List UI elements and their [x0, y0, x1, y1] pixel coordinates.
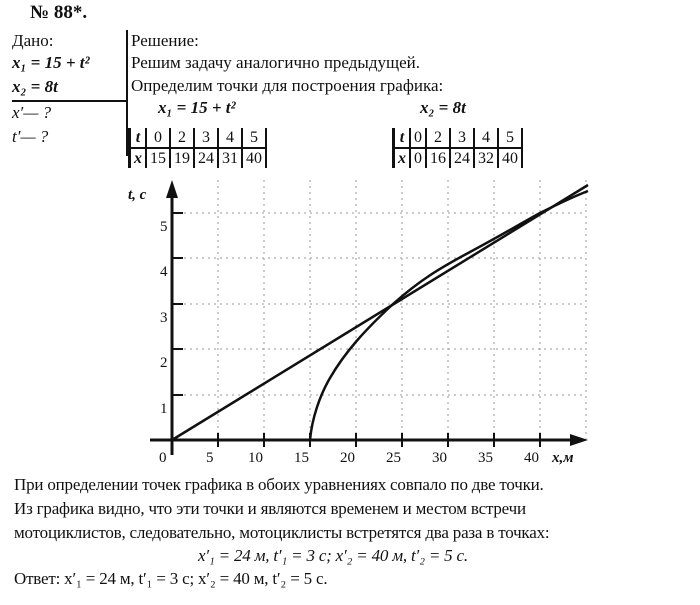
conclusion-line-1: При определении точек графика в обоих уравнениях совпало по две точки. — [14, 475, 544, 494]
table2-cell: 0 — [410, 128, 426, 148]
svg-text:30: 30 — [432, 450, 447, 466]
table1-x-header: x — [130, 148, 147, 168]
table2-cell: 32 — [474, 148, 498, 168]
svg-text:5: 5 — [160, 219, 168, 235]
given-equation-1: x₁ = 15 + t² — [12, 53, 90, 72]
table1-cell: 24 — [194, 148, 218, 168]
y-axis-label: t, с — [128, 187, 147, 203]
solution-line-1: Решим задачу аналогично предыдущей. — [131, 53, 420, 72]
curve-x1 — [310, 191, 588, 440]
table1-cell: 15 — [146, 148, 170, 168]
svg-text:4: 4 — [160, 264, 168, 280]
table1-cell: 0 — [146, 128, 170, 148]
table1-title: x₁ = 15 + t² — [158, 98, 236, 117]
table2-cell: 40 — [498, 148, 522, 168]
svg-text:25: 25 — [386, 450, 401, 466]
table1-t-header: t — [130, 128, 147, 148]
y-tick-labels — [160, 219, 168, 417]
y-ticks — [172, 213, 183, 395]
svg-text:40: 40 — [524, 450, 539, 466]
conclusion-line-2: Из графика видно, что эти точки и являются временем и местом встречи — [14, 499, 526, 518]
solution-label: Решение: — [131, 31, 199, 50]
table2-t-header: t — [394, 128, 411, 148]
svg-text:5: 5 — [206, 450, 214, 466]
table1-cell: 19 — [170, 148, 194, 168]
meeting-points-formula: x′₁ = 24 м, t′₁ = 3 с; x′₂ = 40 м, t′₂ = 5 с. — [198, 546, 468, 565]
table1-cell: 3 — [194, 128, 218, 148]
problem-number: № 88*. — [30, 2, 88, 23]
table2-cell: 16 — [426, 148, 450, 168]
find-t: t′— ? — [12, 127, 49, 146]
svg-text:35: 35 — [478, 450, 493, 466]
svg-text:15: 15 — [294, 450, 309, 466]
svg-text:3: 3 — [160, 310, 168, 326]
svg-text:20: 20 — [340, 450, 355, 466]
svg-text:2: 2 — [160, 355, 168, 371]
table1-cell: 2 — [170, 128, 194, 148]
svg-text:0: 0 — [159, 450, 167, 466]
table1-cell: 40 — [242, 148, 266, 168]
svg-text:1: 1 — [160, 401, 168, 417]
answer: Ответ: x′₁ = 24 м, t′₁ = 3 с; x′₂ = 40 м, t′₂ = 5 с. — [14, 569, 328, 588]
table2-cell: 24 — [450, 148, 474, 168]
table2-cell: 2 — [426, 128, 450, 148]
table2-cell: 4 — [474, 128, 498, 148]
table2-x-header: x — [394, 148, 411, 168]
x-axis-label: x,м — [552, 450, 574, 466]
table1-cell: 4 — [218, 128, 242, 148]
svg-text:10: 10 — [248, 450, 263, 466]
table1-cell: 5 — [242, 128, 266, 148]
given-equation-2: x₂ = 8t — [12, 77, 58, 96]
given-label: Дано: — [12, 31, 54, 50]
solution-line-2: Определим точки для построения графика: — [131, 76, 444, 95]
table2-title: x₂ = 8t — [420, 98, 466, 117]
line-x2 — [172, 185, 588, 440]
x-tick-labels — [159, 450, 539, 466]
table2-cell: 5 — [498, 128, 522, 148]
find-x: x′— ? — [12, 103, 52, 122]
conclusion-line-3: мотоциклистов, следовательно, мотоциклисты встретятся два раза в точках: — [14, 523, 550, 542]
table1-cell: 31 — [218, 148, 242, 168]
table2-cell: 3 — [450, 128, 474, 148]
table2-cell: 0 — [410, 148, 426, 168]
